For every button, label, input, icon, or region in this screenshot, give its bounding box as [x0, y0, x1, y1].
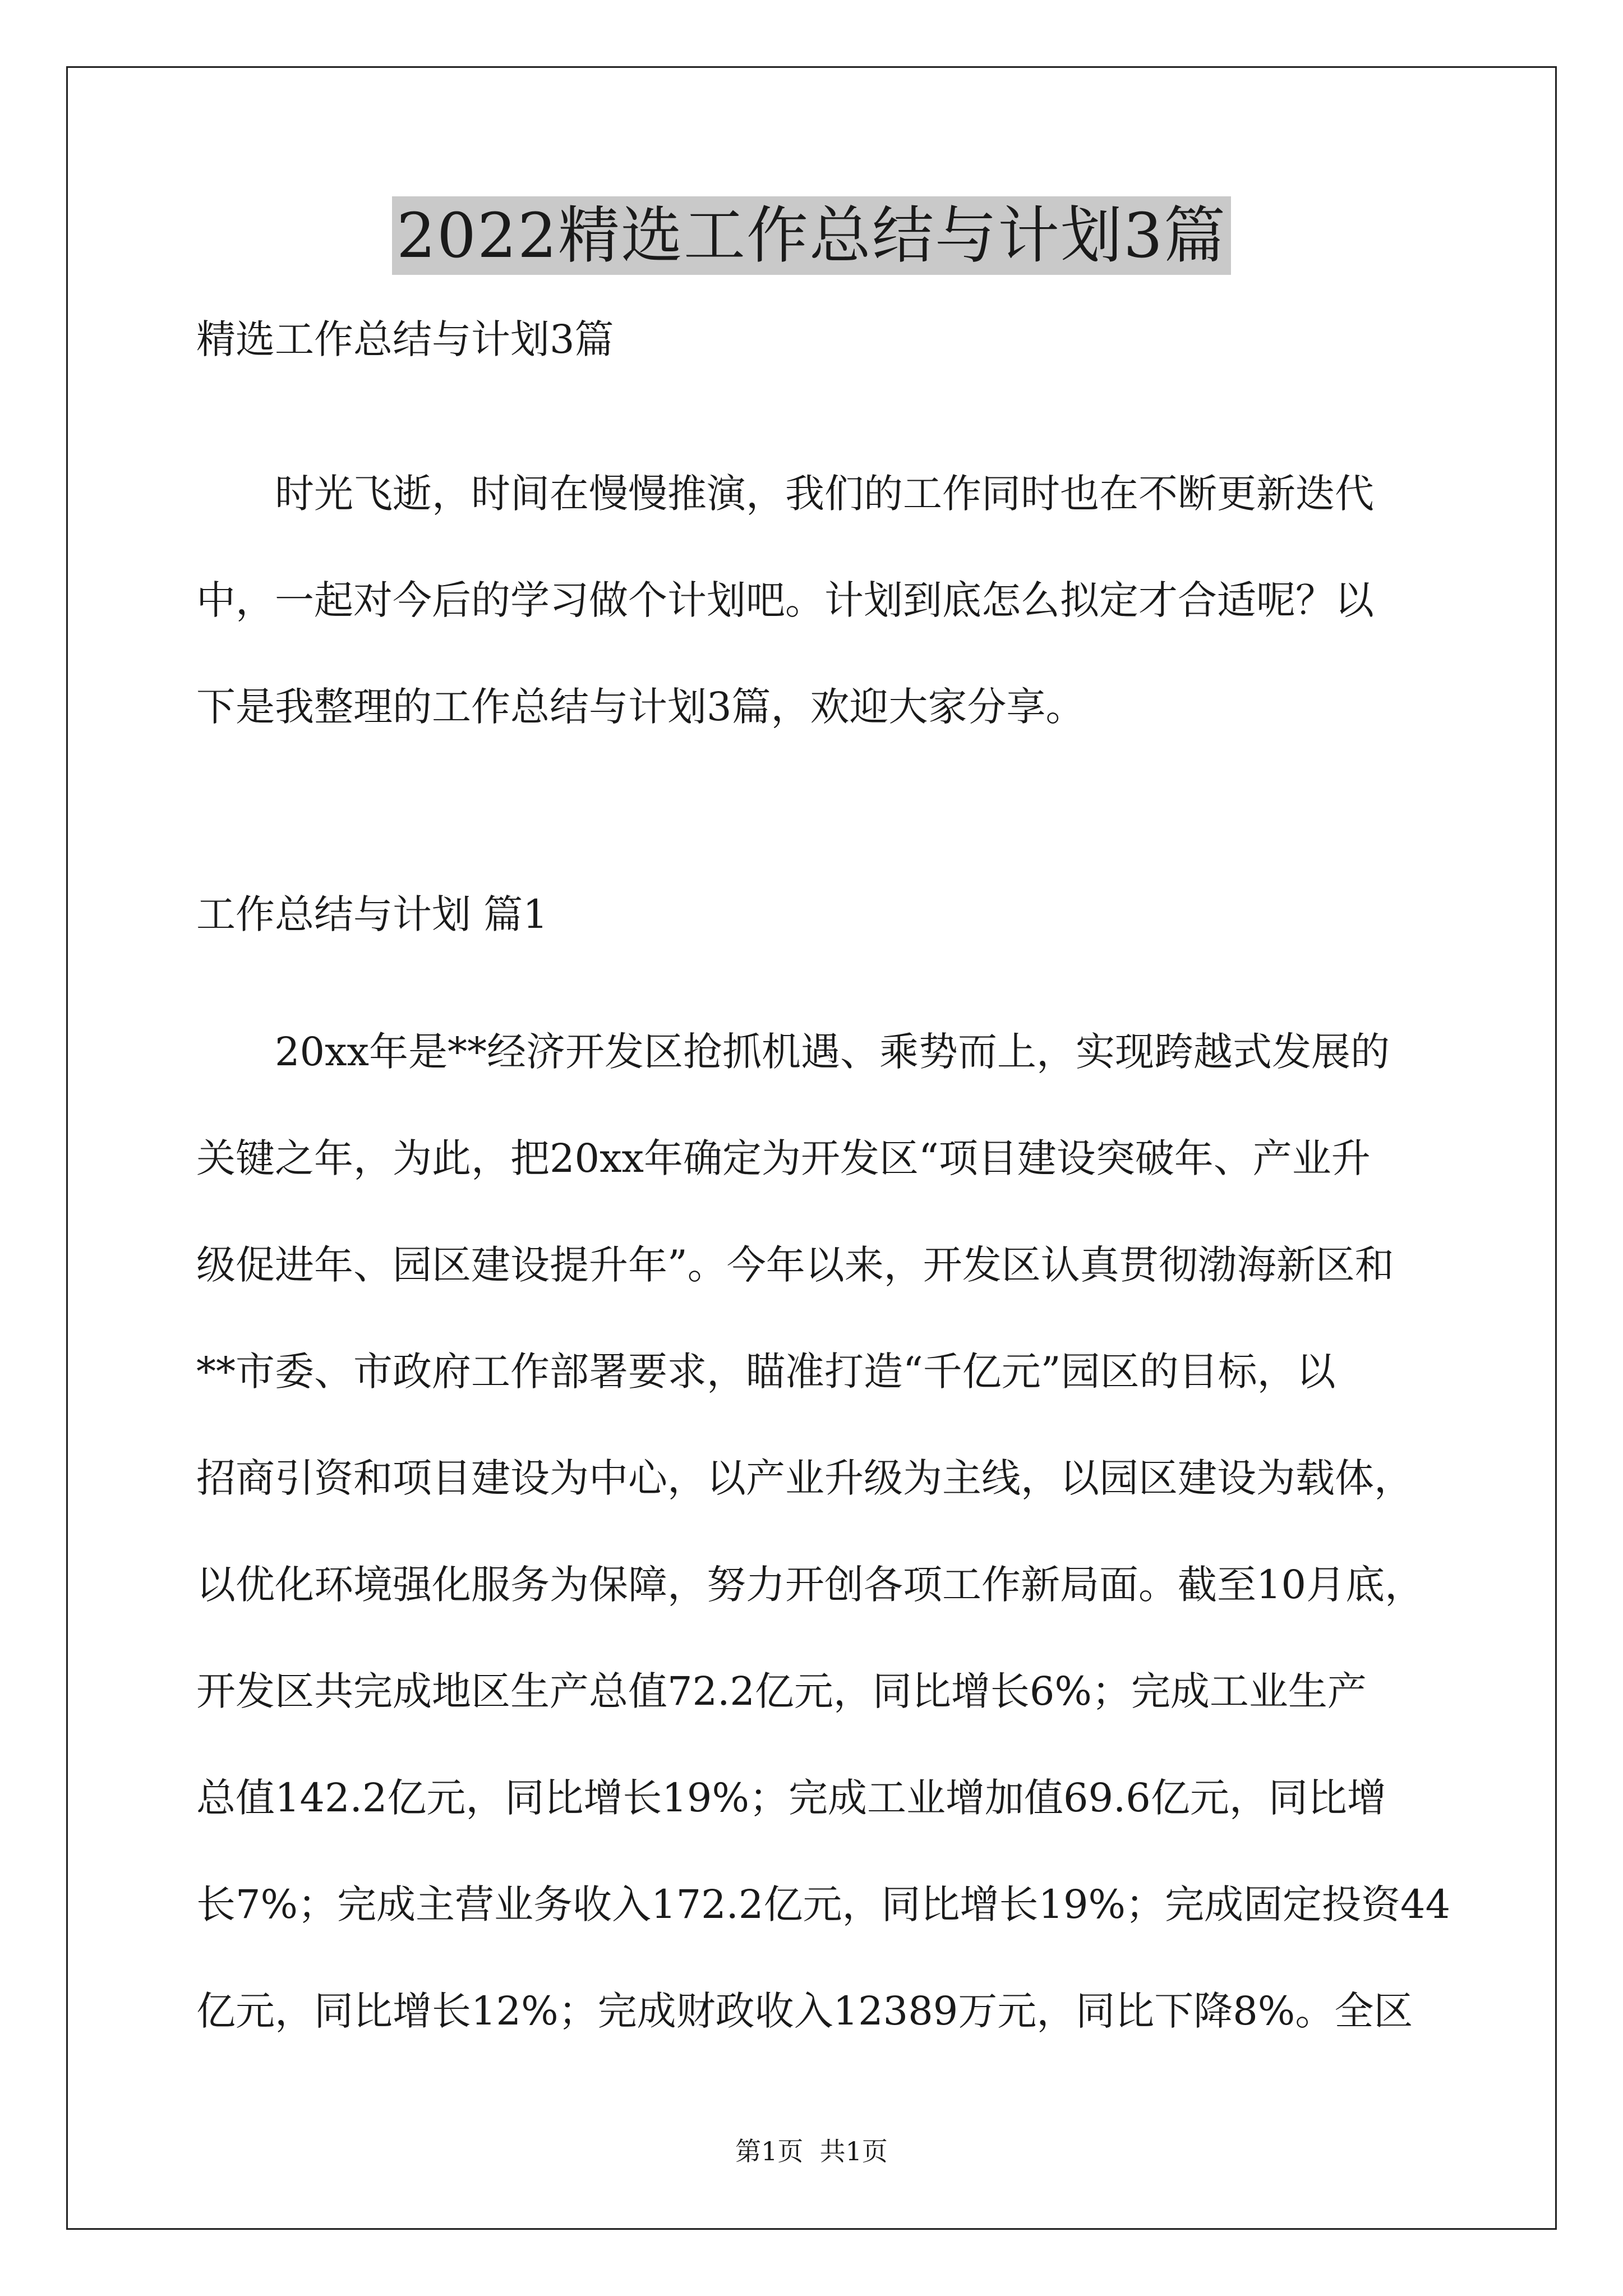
intro-line: 时光飞逝，时间在慢慢推演，我们的工作同时也在不断更新迭代 [275, 471, 1374, 517]
body-paragraph [196, 999, 1451, 2064]
body-line: 总值142.2亿元，同比增长19%；完成工业增加值69.6亿元，同比增 [196, 1775, 1386, 1821]
body-line: 开发区共完成地区生产总值72.2亿元，同比增长6%；完成工业生产 [196, 1668, 1367, 1714]
title-container [0, 196, 1623, 275]
document-subtitle: 精选工作总结与计划3篇 [196, 316, 614, 362]
body-line: 20xx年是**经济开发区抢抓机遇、乘势而上，实现跨越式发展的 [275, 1029, 1390, 1075]
body-line: **市委、市政府工作部署要求，瞄准打造“千亿元”园区的目标，以 [196, 1349, 1336, 1395]
body-line: 级促进年、园区建设提升年”。今年以来，开发区认真贯彻渤海新区和 [196, 1242, 1394, 1288]
intro-paragraph [196, 440, 1430, 760]
intro-line: 下是我整理的工作总结与计划3篇，欢迎大家分享。 [196, 684, 1085, 730]
intro-line: 中，一起对今后的学习做个计划吧。计划到底怎么拟定才合适呢？以 [196, 577, 1374, 623]
body-line: 关键之年，为此，把20xx年确定为开发区“项目建设突破年、产业升 [196, 1135, 1371, 1181]
body-line: 以优化环境强化服务为保障，努力开创各项工作新局面。截至10月底， [196, 1562, 1424, 1608]
body-line: 招商引资和项目建设为中心，以产业升级为主线，以园区建设为载体， [196, 1455, 1413, 1501]
page-footer: 第1页 共1页 [735, 2136, 888, 2166]
body-line: 亿元，同比增长12%；完成财政收入12389万元，同比下降8%。全区 [196, 1988, 1413, 2034]
section-heading: 工作总结与计划 篇1 [196, 891, 548, 937]
document-title: 2022精选工作总结与计划3篇 [392, 196, 1231, 275]
body-line: 长7%；完成主营业务收入172.2亿元，同比增长19%；完成固定投资44 [196, 1881, 1451, 1927]
